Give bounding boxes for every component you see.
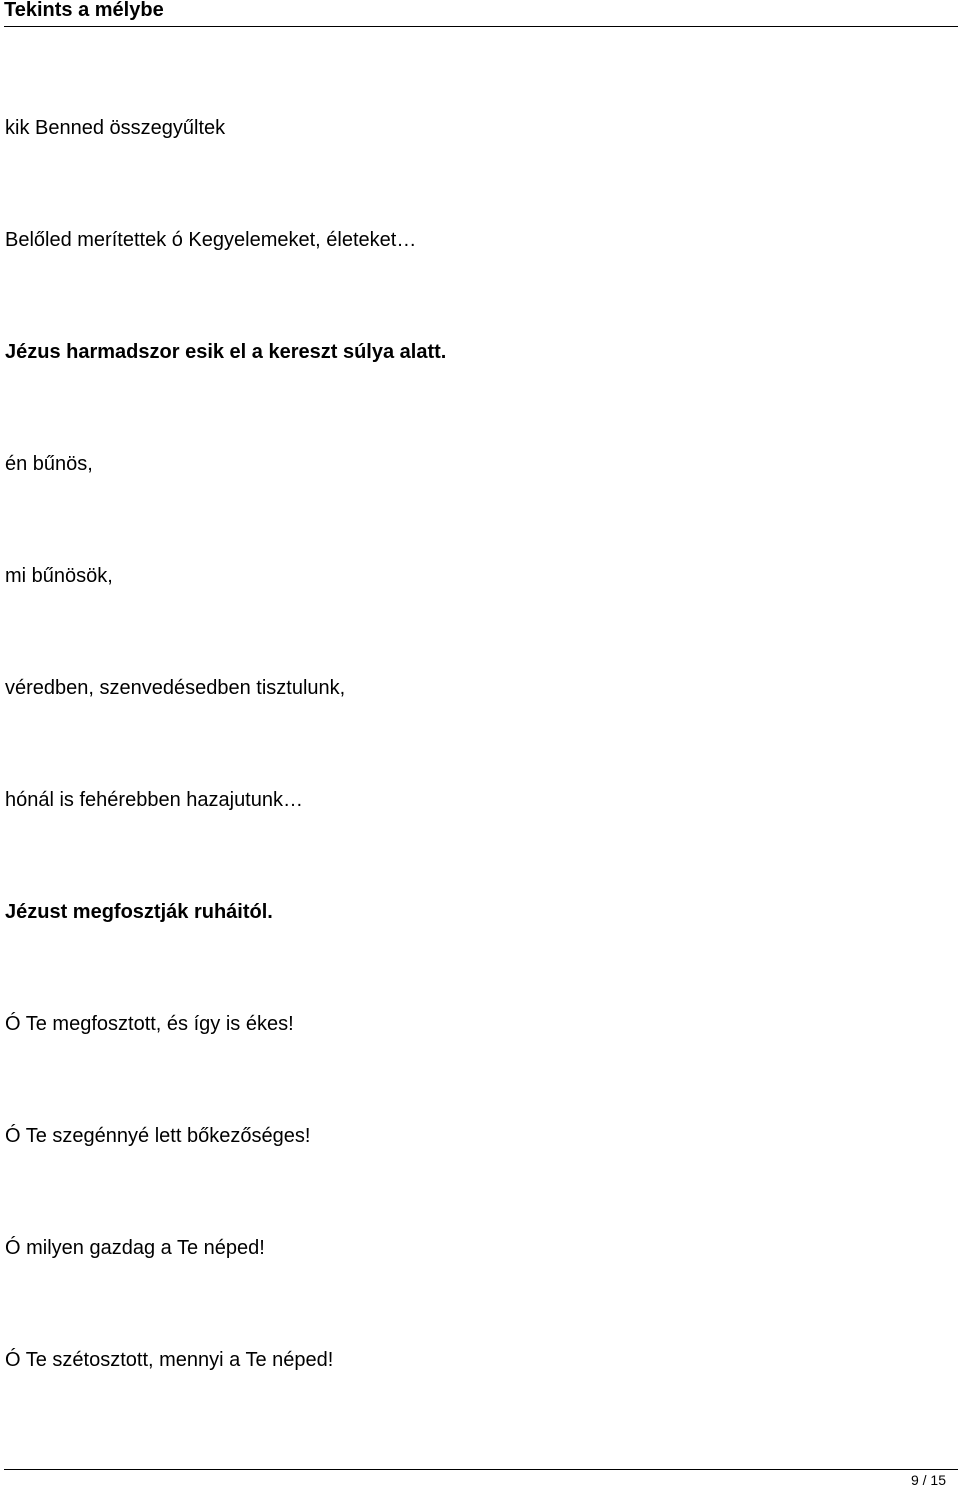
text-line: Ó Te megfosztott, és így is ékes! <box>5 1013 294 1035</box>
text-line: Belőled merítettek ó Kegyelemeket, életeket… <box>5 229 417 251</box>
text-line: mi bűnösök, <box>5 565 113 587</box>
text-line: Ó milyen gazdag a Te néped! <box>5 1237 265 1259</box>
text-line: véredben, szenvedésedben tisztulunk, <box>5 677 346 699</box>
text-line: Ó Te szegénnyé lett bőkezőséges! <box>5 1125 311 1147</box>
page-header <box>4 0 958 27</box>
text-line: kik Benned összegyűltek <box>5 117 226 139</box>
document-title: Tekints a mélybe <box>4 0 164 21</box>
text-line: Ó Te szétosztott, mennyi a Te néped! <box>5 1349 334 1371</box>
section-heading: Jézust megfosztják ruháitól. <box>5 901 273 923</box>
page-footer <box>4 1469 958 1488</box>
page-number: 9 / 15 <box>910 1472 946 1488</box>
text-line: én bűnös, <box>5 453 93 475</box>
section-heading: Jézus harmadszor esik el a kereszt súlya alatt. <box>5 341 447 363</box>
text-line: hónál is fehérebben hazajutunk… <box>5 789 303 811</box>
